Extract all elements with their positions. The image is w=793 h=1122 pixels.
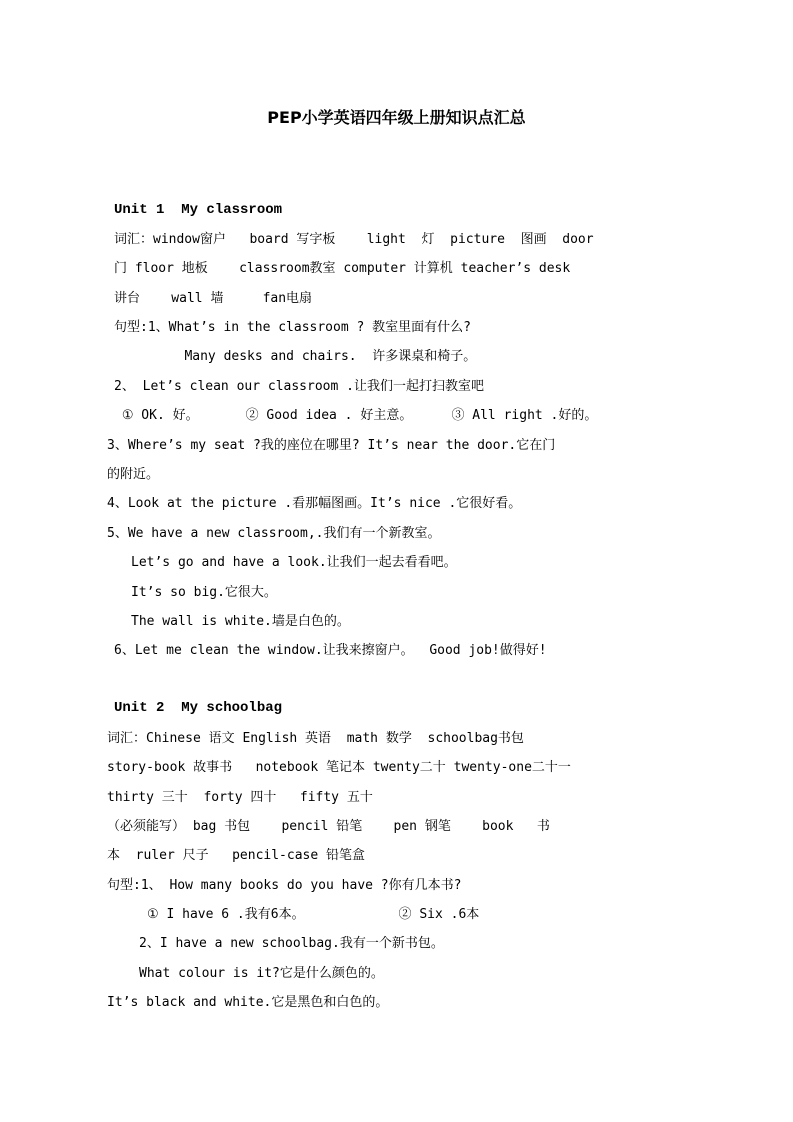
unit1-sentence-3-cont: 的附近。 — [107, 467, 160, 482]
unit1-sentence-2-answers: ① OK. 好。 ② Good idea . 好主意。 ③ All right .好的。 — [114, 408, 598, 423]
unit1-sentence-2: 2、 Let’s clean our classroom .让我们一起打扫教室吧 — [114, 379, 484, 394]
unit2-vocab-line-2: story-book 故事书 notebook 笔记本 twenty二十 twenty-one二十一 — [107, 760, 571, 775]
unit1-heading: Unit 1 My classroom — [114, 202, 283, 218]
unit2-must-write-line-1: （必须能写） bag 书包 pencil 铅笔 pen 钢笔 book 书 — [107, 819, 550, 834]
unit2-must-write-line-2: 本 ruler 尺子 pencil-case 铅笔盒 — [107, 848, 366, 863]
unit1-vocab-line-1: 词汇：window窗户 board 写字板 light 灯 picture 图画 door — [114, 232, 594, 247]
unit2-sentence-1-answers: ① I have 6 .我有6本。 ② Six .6本 — [147, 907, 480, 922]
unit2-sentence-2: 2、I have a new schoolbag.我有一个新书包。 — [139, 936, 444, 951]
unit1-sentence-3: 3、Where’s my seat ?我的座位在哪里? It’s near the door.它在门 — [107, 438, 556, 453]
unit1-sentence-6: 6、Let me clean the window.让我来擦窗户。 Good job!做得好! — [114, 643, 547, 658]
unit1-sentence-4: 4、Look at the picture .看那幅图画。It’s nice .它很好看。 — [107, 496, 522, 511]
unit2-sentence-2-question: What colour is it?它是什么颜色的。 — [139, 966, 384, 981]
unit1-sentence-5-b: It’s so big.它很大。 — [131, 585, 277, 600]
document-title: PEP小学英语四年级上册知识点汇总 — [267, 108, 526, 127]
unit2-sentence-2-answer: It’s black and white.它是黑色和白色的。 — [107, 995, 389, 1010]
unit2-sentence-1: 句型:1、 How many books do you have ?你有几本书? — [107, 878, 462, 893]
unit1-sentence-1: 句型:1、What’s in the classroom ? 教室里面有什么? — [114, 320, 471, 335]
unit1-sentence-1-answer: Many desks and chairs. 许多课桌和椅子。 — [114, 349, 477, 364]
unit2-heading: Unit 2 My schoolbag — [114, 700, 283, 716]
unit1-sentence-5: 5、We have a new classroom,.我们有一个新教室。 — [107, 526, 441, 541]
unit1-vocab-line-2: 门 floor 地板 classroom教室 computer 计算机 teacher’s desk — [114, 261, 571, 276]
unit2-vocab-line-3: thirty 三十 forty 四十 fifty 五十 — [107, 790, 373, 805]
unit1-sentence-5-a: Let’s go and have a look.让我们一起去看看吧。 — [131, 555, 457, 570]
unit2-vocab-line-1: 词汇：Chinese 语文 English 英语 math 数学 schoolbag书包 — [107, 731, 524, 746]
unit1-vocab-line-3: 讲台 wall 墙 fan电扇 — [114, 291, 313, 306]
unit1-sentence-5-c: The wall is white.墙是白色的。 — [131, 614, 350, 629]
